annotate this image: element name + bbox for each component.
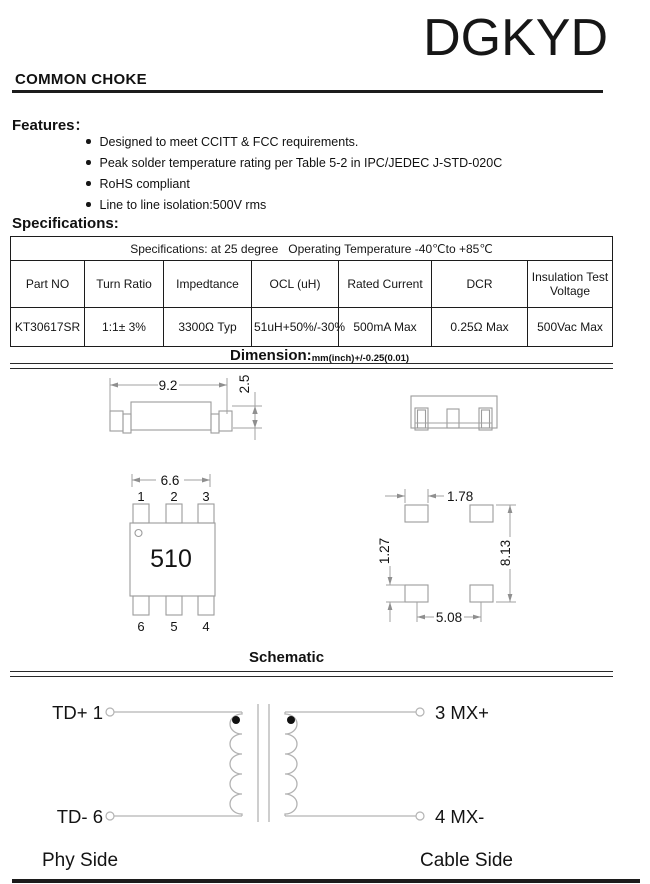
pin-number-1: 1 xyxy=(137,489,145,504)
bullet-icon xyxy=(86,181,91,186)
specifications-heading: Specifications: xyxy=(12,215,119,232)
side-view-height-label: 2.5 xyxy=(237,374,252,394)
solder-pad xyxy=(405,585,428,602)
features-heading: Features： xyxy=(12,117,90,134)
top-view-drawing xyxy=(130,473,215,634)
column-header: Impedtance xyxy=(164,261,252,308)
feature-item xyxy=(86,132,606,153)
schematic-section-divider xyxy=(10,671,613,677)
top-view-width-label: 6.6 xyxy=(160,473,180,488)
column-header: DCR xyxy=(432,261,528,308)
row-pitch-label: 8.13 xyxy=(498,539,513,567)
page-bottom-divider xyxy=(12,879,640,883)
cell-turn-ratio: 1:1± 3% xyxy=(85,308,164,347)
side-view-drawing xyxy=(110,375,262,440)
column-header: Part NO xyxy=(11,261,85,308)
feature-text: Peak solder temperature rating per Table 5-2 in IPC/JEDEC J-STD-020C xyxy=(99,156,503,170)
transformer-schematic xyxy=(106,704,424,822)
dimension-section-divider xyxy=(10,363,613,369)
end-view-drawing xyxy=(411,396,497,430)
solder-pad xyxy=(470,585,493,602)
pin-number-5: 5 xyxy=(170,619,178,634)
land-pattern-drawing xyxy=(377,489,516,625)
part-marking-label: 510 xyxy=(150,545,192,573)
pad-height-label: 1.27 xyxy=(377,537,392,565)
secondary-winding xyxy=(285,712,297,816)
cell-impedance: 3300Ω Typ xyxy=(164,308,252,347)
feature-item xyxy=(86,195,606,216)
cell-dcr: 0.25Ω Max xyxy=(432,308,528,347)
pin-number-3: 3 xyxy=(202,489,210,504)
pad-width-label: 1.78 xyxy=(447,489,474,504)
table-row xyxy=(11,308,613,347)
cell-rated-current: 500mA Max xyxy=(339,308,432,347)
polarity-dot-icon xyxy=(287,716,295,724)
column-header: Turn Ratio xyxy=(85,261,164,308)
table-condition-header: Specifications: at 25 degree Operating Temperature -40℃to +85℃ xyxy=(11,237,613,261)
pin-number-2: 2 xyxy=(170,489,178,504)
cable-side-label: Cable Side xyxy=(420,850,513,871)
solder-pad xyxy=(470,505,493,522)
side-view-width-label: 9.2 xyxy=(158,378,178,393)
pin1-indicator-icon xyxy=(135,530,142,537)
dimension-title: Dimension: xyxy=(230,347,312,364)
column-header: Insulation Test Voltage xyxy=(528,261,613,308)
specifications-table xyxy=(10,236,613,347)
terminal-circle xyxy=(106,812,114,820)
cell-ocl: 51uH+50%/-30% xyxy=(252,308,339,347)
page-title: COMMON CHOKE xyxy=(15,71,147,88)
dimension-tolerance-note: mm(inch)+/-0.25(0.01) xyxy=(311,353,410,364)
schematic-heading: Schematic xyxy=(249,649,325,666)
column-header: Rated Current xyxy=(339,261,432,308)
pin-label-mx-minus: 4 MX- xyxy=(435,806,485,827)
pin-label-mx-plus: 3 MX+ xyxy=(435,702,489,723)
feature-text: Designed to meet CCITT & FCC requirements. xyxy=(99,135,359,149)
feature-text: Line to line isolation:500V rms xyxy=(99,198,267,212)
pin-label-td-minus: TD- 6 xyxy=(56,806,103,827)
brand-logo-text: DGKYD xyxy=(423,9,608,67)
dimension-heading xyxy=(230,347,409,364)
cell-part-no: KT30617SR xyxy=(11,308,85,347)
polarity-dot-icon xyxy=(232,716,240,724)
features-list xyxy=(86,132,606,216)
pin-label-td-plus: TD+ 1 xyxy=(52,702,103,723)
header-divider xyxy=(12,90,603,93)
terminal-circle xyxy=(106,708,114,716)
transformer-core xyxy=(258,704,269,822)
feature-text: RoHS compliant xyxy=(99,177,190,191)
pin-number-4: 4 xyxy=(202,619,210,634)
primary-winding xyxy=(230,712,242,816)
solder-pad xyxy=(405,505,428,522)
cell-insulation-voltage: 500Vac Max xyxy=(528,308,613,347)
bullet-icon xyxy=(86,160,91,165)
pin-number-6: 6 xyxy=(137,619,145,634)
bullet-icon xyxy=(86,139,91,144)
feature-item xyxy=(86,153,606,174)
terminal-circle xyxy=(416,812,424,820)
col-pitch-label: 5.08 xyxy=(435,610,463,625)
dimension-drawings xyxy=(0,370,650,640)
schematic-drawing xyxy=(0,680,650,880)
terminal-circle xyxy=(416,708,424,716)
phy-side-label: Phy Side xyxy=(42,850,119,871)
bullet-icon xyxy=(86,202,91,207)
column-header: OCL (uH) xyxy=(252,261,339,308)
feature-item xyxy=(86,174,606,195)
